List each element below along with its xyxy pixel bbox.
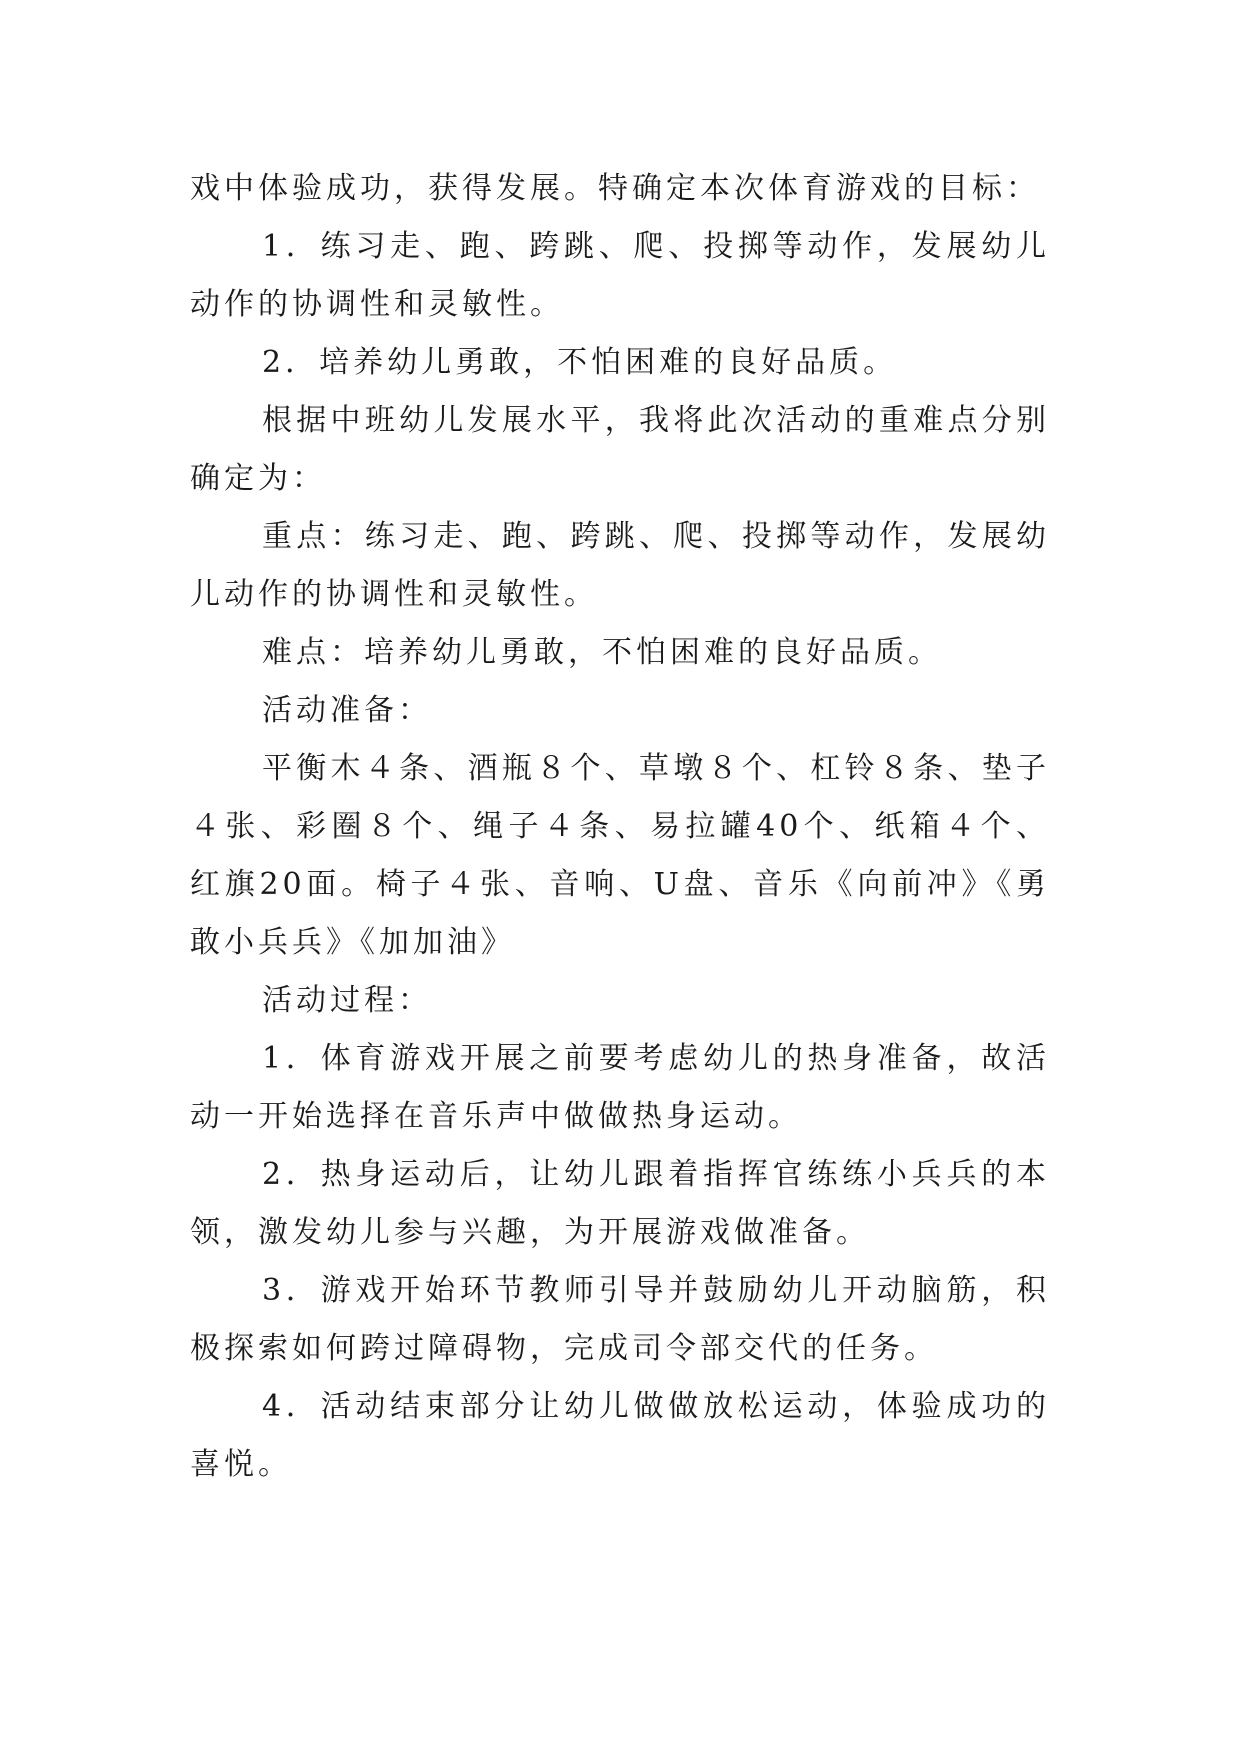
difficult-point: 难点：培养幼儿勇敢，不怕困难的良好品质。 [262, 635, 942, 670]
goal-item-1: 1．练习走、跑、跨跳、爬、投掷等动作，发展幼儿动作的协调性和灵敏性。 [190, 229, 1050, 322]
process-step-4: 4．活动结束部分让幼儿做做放松运动，体验成功的喜悦。 [190, 1389, 1050, 1482]
process-step-2: 2．热身运动后，让幼儿跟着指挥官练练小兵兵的本领，激发幼儿参与兴趣，为开展游戏做准备。 [190, 1157, 1050, 1250]
key-points-intro: 根据中班幼儿发展水平，我将此次活动的重难点分别确定为： [190, 403, 1050, 496]
paragraph-continuation: 戏中体验成功，获得发展。特确定本次体育游戏的目标： [190, 171, 1040, 206]
process-step-1: 1．体育游戏开展之前要考虑幼儿的热身准备，故活动一开始选择在音乐声中做做热身运动。 [190, 1041, 1050, 1134]
process-heading: 活动过程： [262, 983, 432, 1018]
process-step-3: 3．游戏开始环节教师引导并鼓励幼儿开动脑筋，积极探索如何跨过障碍物，完成司令部交代的任务。 [190, 1273, 1050, 1366]
document-body [190, 160, 1050, 1494]
preparation-heading: 活动准备： [262, 693, 432, 728]
key-point: 重点：练习走、跑、跨跳、爬、投掷等动作，发展幼儿动作的协调性和灵敏性。 [190, 519, 1050, 612]
goal-item-2: 2．培养幼儿勇敢，不怕困难的良好品质。 [262, 345, 898, 380]
preparation-materials: 平衡木４条、酒瓶８个、草墩８个、杠铃８条、垫子４张、彩圈８个、绳子４条、易拉罐40个、纸箱４个、红旗20面。椅子４张、音响、U盘、音乐《向前冲》《勇敢小兵兵》《加加油》 [190, 751, 1050, 960]
